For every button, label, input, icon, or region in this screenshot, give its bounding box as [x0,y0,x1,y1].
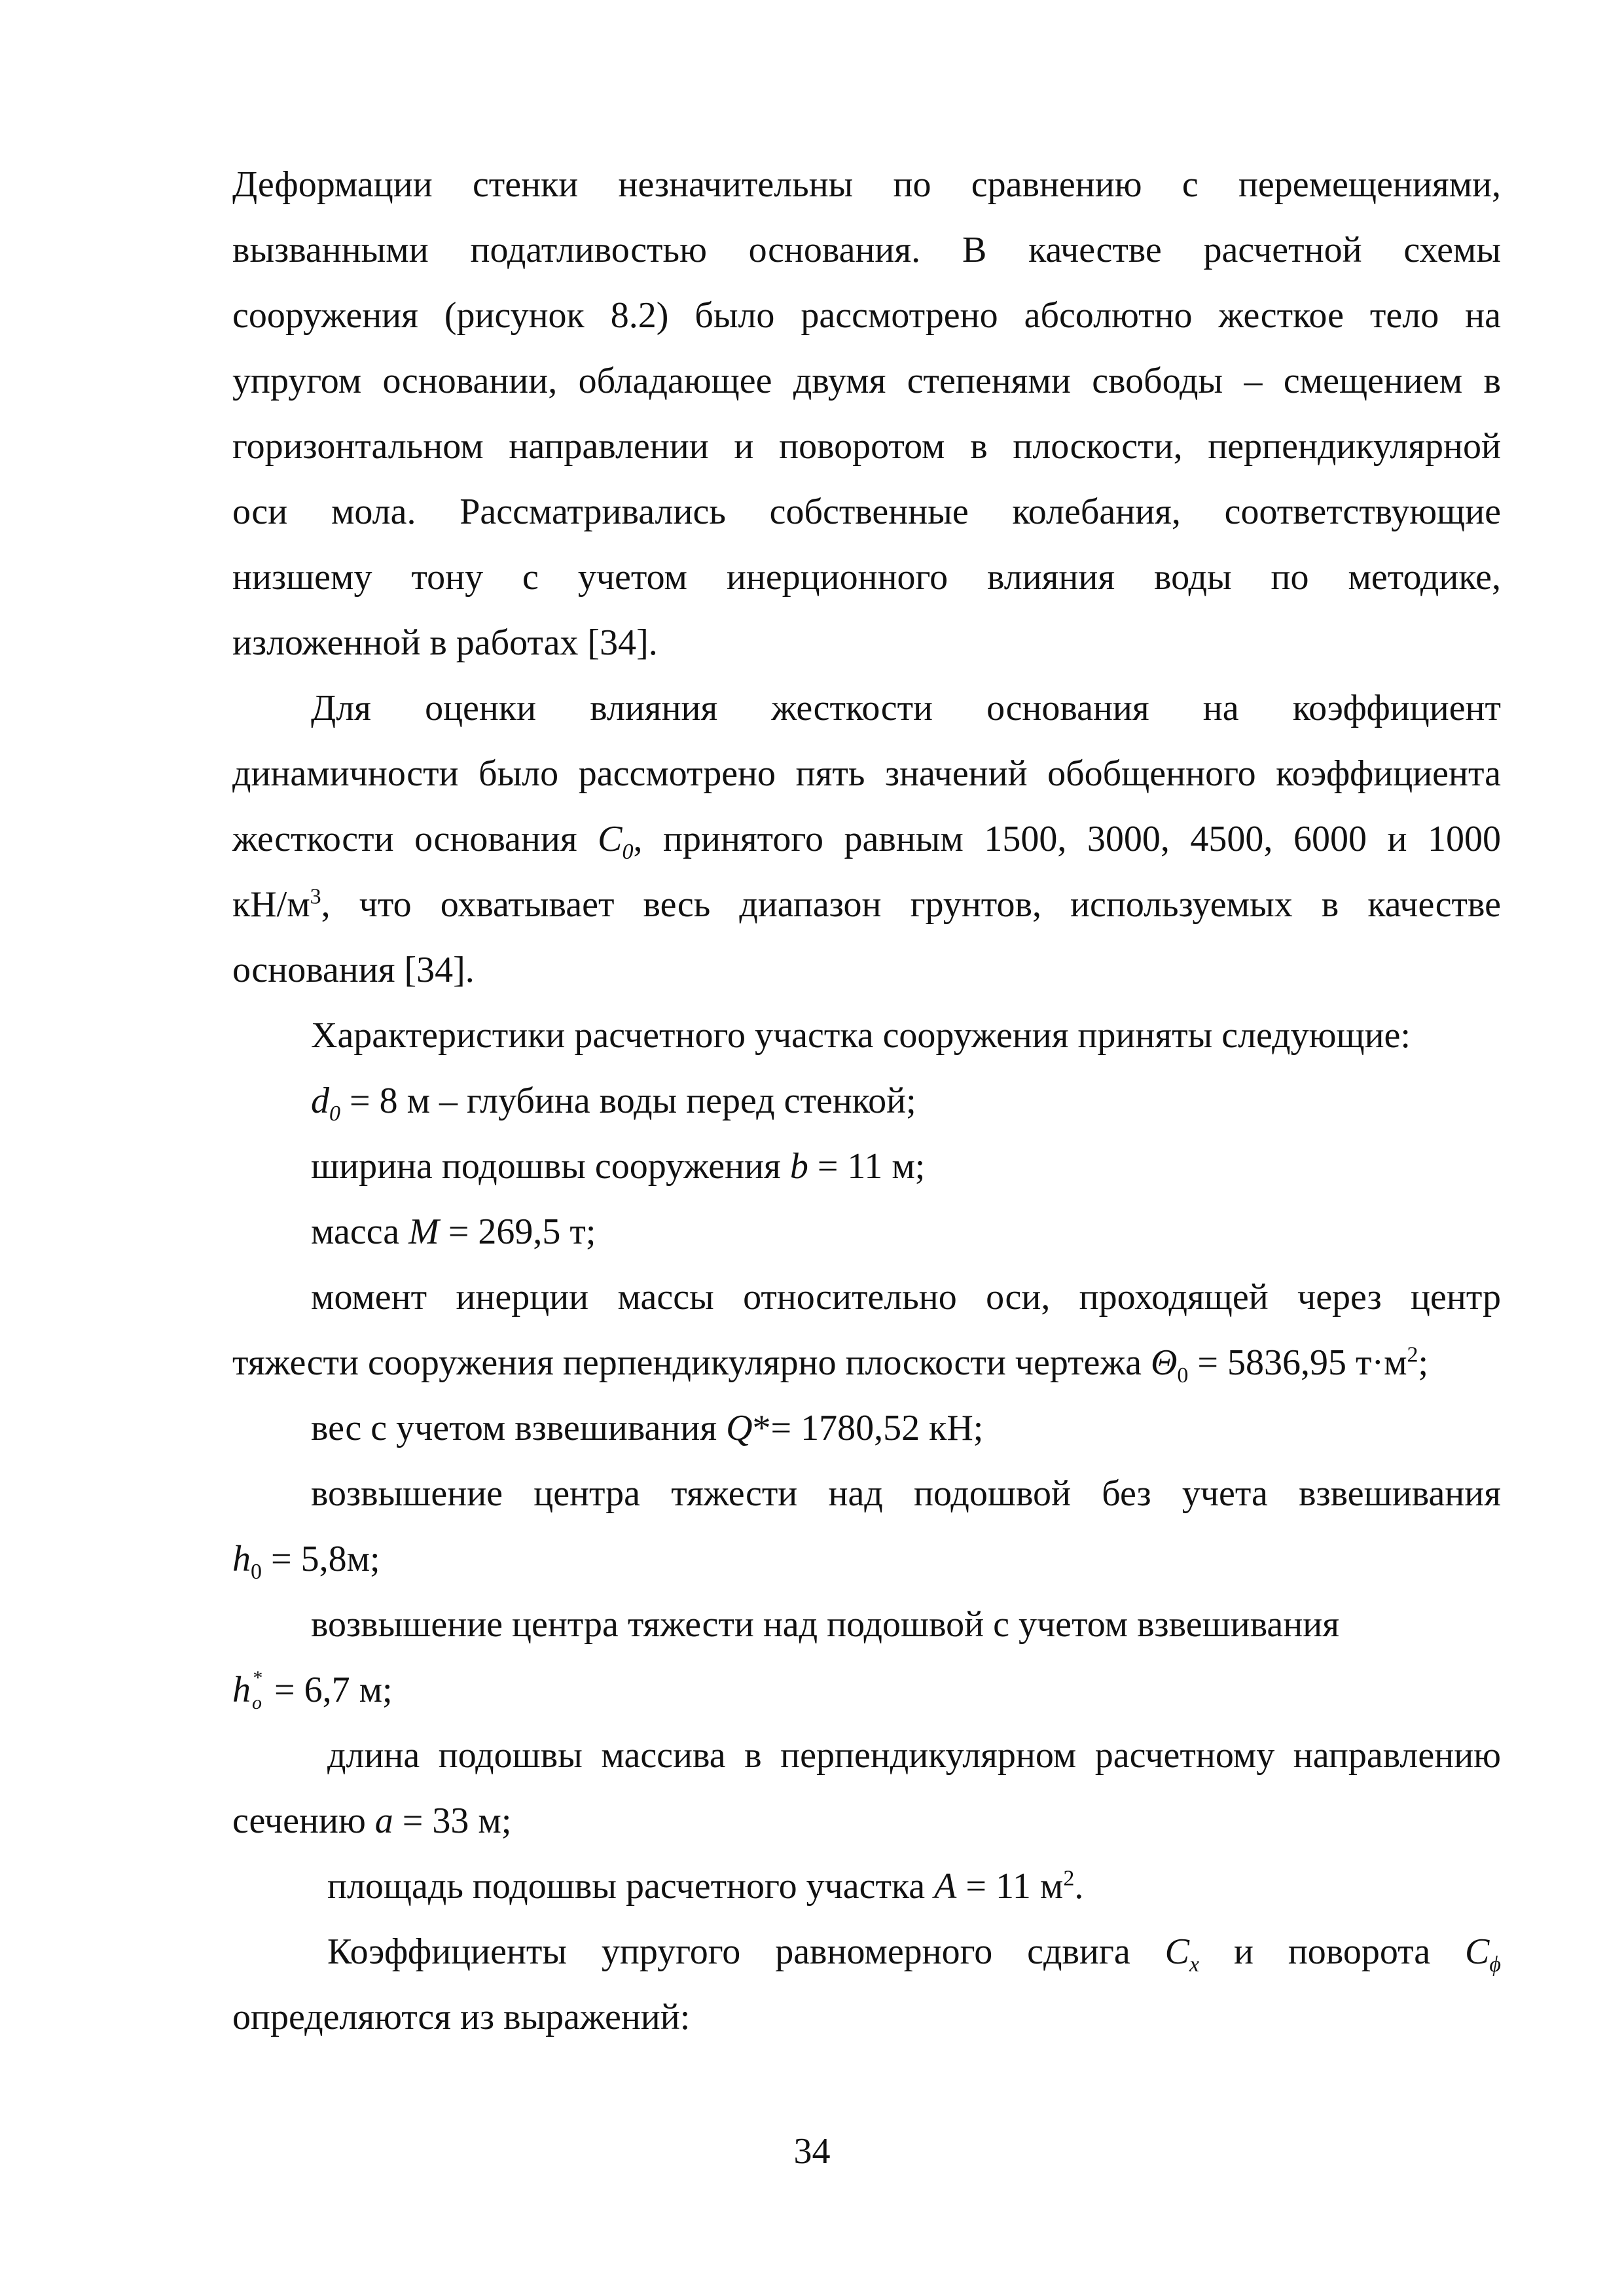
text-line [232,872,1501,937]
text-line: Деформации стенки незначительны по сравнению с перемещениями, [232,164,1501,205]
text-segment: масса [311,1211,409,1252]
subscript: 0 [251,1560,262,1585]
subscript: ϕ [1489,1952,1501,1977]
text-segment: = 8 м – глубина воды перед стенкой; [340,1081,916,1121]
symbol-cphi [1465,1931,1501,1977]
symbol-h0: h [232,1539,251,1579]
text-line [232,1919,1501,1984]
item-moment-of-inertia [232,1265,1501,1395]
text-line: определяются из выражений: [232,1997,691,2037]
text-line: основания [34]. [232,950,475,990]
symbol-theta0 [1151,1342,1177,1383]
item-height-with-buoyancy-value [232,1657,1501,1723]
text-segment: . [1074,1866,1084,1907]
text-segment: = 269,5 т; [439,1211,596,1252]
symbol-h-star [232,1657,265,1723]
text-line: вызванными податливостью основания. В качестве расчетной схемы [232,230,1501,270]
page-number: 34 [793,2131,831,2172]
text-line: длина подошвы массива в перпендикулярном расчетному направлению [327,1735,1501,1776]
superscript: 3 [310,884,321,909]
text-segment: кН/м [232,884,310,925]
superscript: 2 [1407,1342,1418,1367]
text-segment: = 11 м [956,1866,1064,1907]
text-line: динамичности было рассмотрено пять значений обобщенного коэффициента [232,753,1501,794]
symbol-letter: Θ [1150,1342,1178,1383]
text-line [232,806,1501,872]
text-line: оси мола. Рассматривались собственные колебания, соответствующие [232,492,1501,532]
text-line: упругом основании, обладающее двумя степенями свободы – смещением в [232,361,1501,401]
text-segment: ; [1418,1342,1429,1383]
item-weight [232,1395,1579,1461]
coefficients-paragraph [232,1919,1501,2050]
text-segment: , что охватывает весь диапазон грунтов, используемых в качестве [321,884,1501,925]
symbol-q: Q [726,1408,753,1448]
text-line [232,1526,1501,1592]
text-line: момент инерции массы относительно оси, проходящей через центр [311,1277,1501,1318]
symbol-letter: d [311,1081,329,1121]
text-line: возвышение центра тяжести над подошвой без учета взвешивания [311,1473,1501,1514]
text-segment: Коэффициенты упругого равномерного сдвига [327,1931,1165,1972]
item-water-depth [232,1068,1579,1134]
item-mass [232,1199,1579,1265]
symbol-letter: C [1465,1931,1490,1972]
superscript: 2 [1063,1866,1075,1891]
subscript: 0 [329,1102,340,1126]
superscript: * [252,1667,262,1689]
item-base-length [232,1723,1501,1854]
text-segment: = 33 м; [393,1801,512,1841]
text-segment: тяжести сооружения перпендикулярно плоскости чертежа [232,1342,1151,1383]
text-segment: площадь подошвы расчетного участка [327,1866,935,1907]
text-line: сооружения (рисунок 8.2) было рассмотрено абсолютно жесткое тело на [232,295,1501,336]
text-segment: = 5836,95 т·м [1188,1342,1407,1383]
text-segment: *= 1780,52 кН; [752,1408,984,1448]
subscript: x [1189,1952,1200,1977]
subscript: 0 [622,840,634,865]
text-segment: = 11 м; [808,1146,926,1187]
subscript: 0 [1177,1363,1189,1388]
item-height-with-buoyancy-label: возвышение центра тяжести над подошвой с учетом взвешивания [311,1604,1339,1645]
symbol-cx [1164,1931,1200,1977]
text-line: Для оценки влияния жесткости основания на коэффициент [311,688,1501,728]
symbol-b: b [789,1146,808,1187]
paragraph-2 [232,675,1501,1003]
text-line [232,1330,1501,1395]
item-base-width [232,1134,1579,1199]
text-segment: и поворота [1199,1931,1466,1972]
symbol-letter: C [1164,1931,1189,1972]
subscript: o [252,1692,262,1713]
symbol-d0 [311,1081,340,1126]
symbol-c0 [598,819,634,865]
symbol-a: a [374,1801,393,1841]
symbol-letter: C [598,819,623,859]
item-base-area [232,1854,1596,1919]
text-line: низшему тону с учетом инерционного влияния воды по методике, [232,557,1501,598]
characteristics-intro: Характеристики расчетного участка сооружения приняты следующие: [311,1015,1411,1056]
text-line [232,1788,1501,1854]
text-segment: = 5,8м; [262,1539,380,1579]
symbol-letter: h [232,1670,251,1710]
text-line: горизонтальном направлении и поворотом в плоскости, перпендикулярной [232,426,1501,467]
text-segment: ширина подошвы сооружения [311,1146,790,1187]
paragraph-1 [232,152,1501,675]
text-segment: = 6,7 м; [265,1670,393,1710]
symbol-m: M [408,1211,439,1252]
text-segment: вес с учетом взвешивания [311,1408,727,1448]
symbol-area: A [934,1866,957,1907]
text-line: изложенной в работах [34]. [232,622,658,663]
text-segment: сечению [232,1801,375,1841]
text-segment: , принятого равным 1500, 3000, 4500, 6000 и 1000 [633,819,1501,859]
text-segment: жесткости основания [232,819,598,859]
item-height-without-buoyancy [232,1461,1501,1592]
